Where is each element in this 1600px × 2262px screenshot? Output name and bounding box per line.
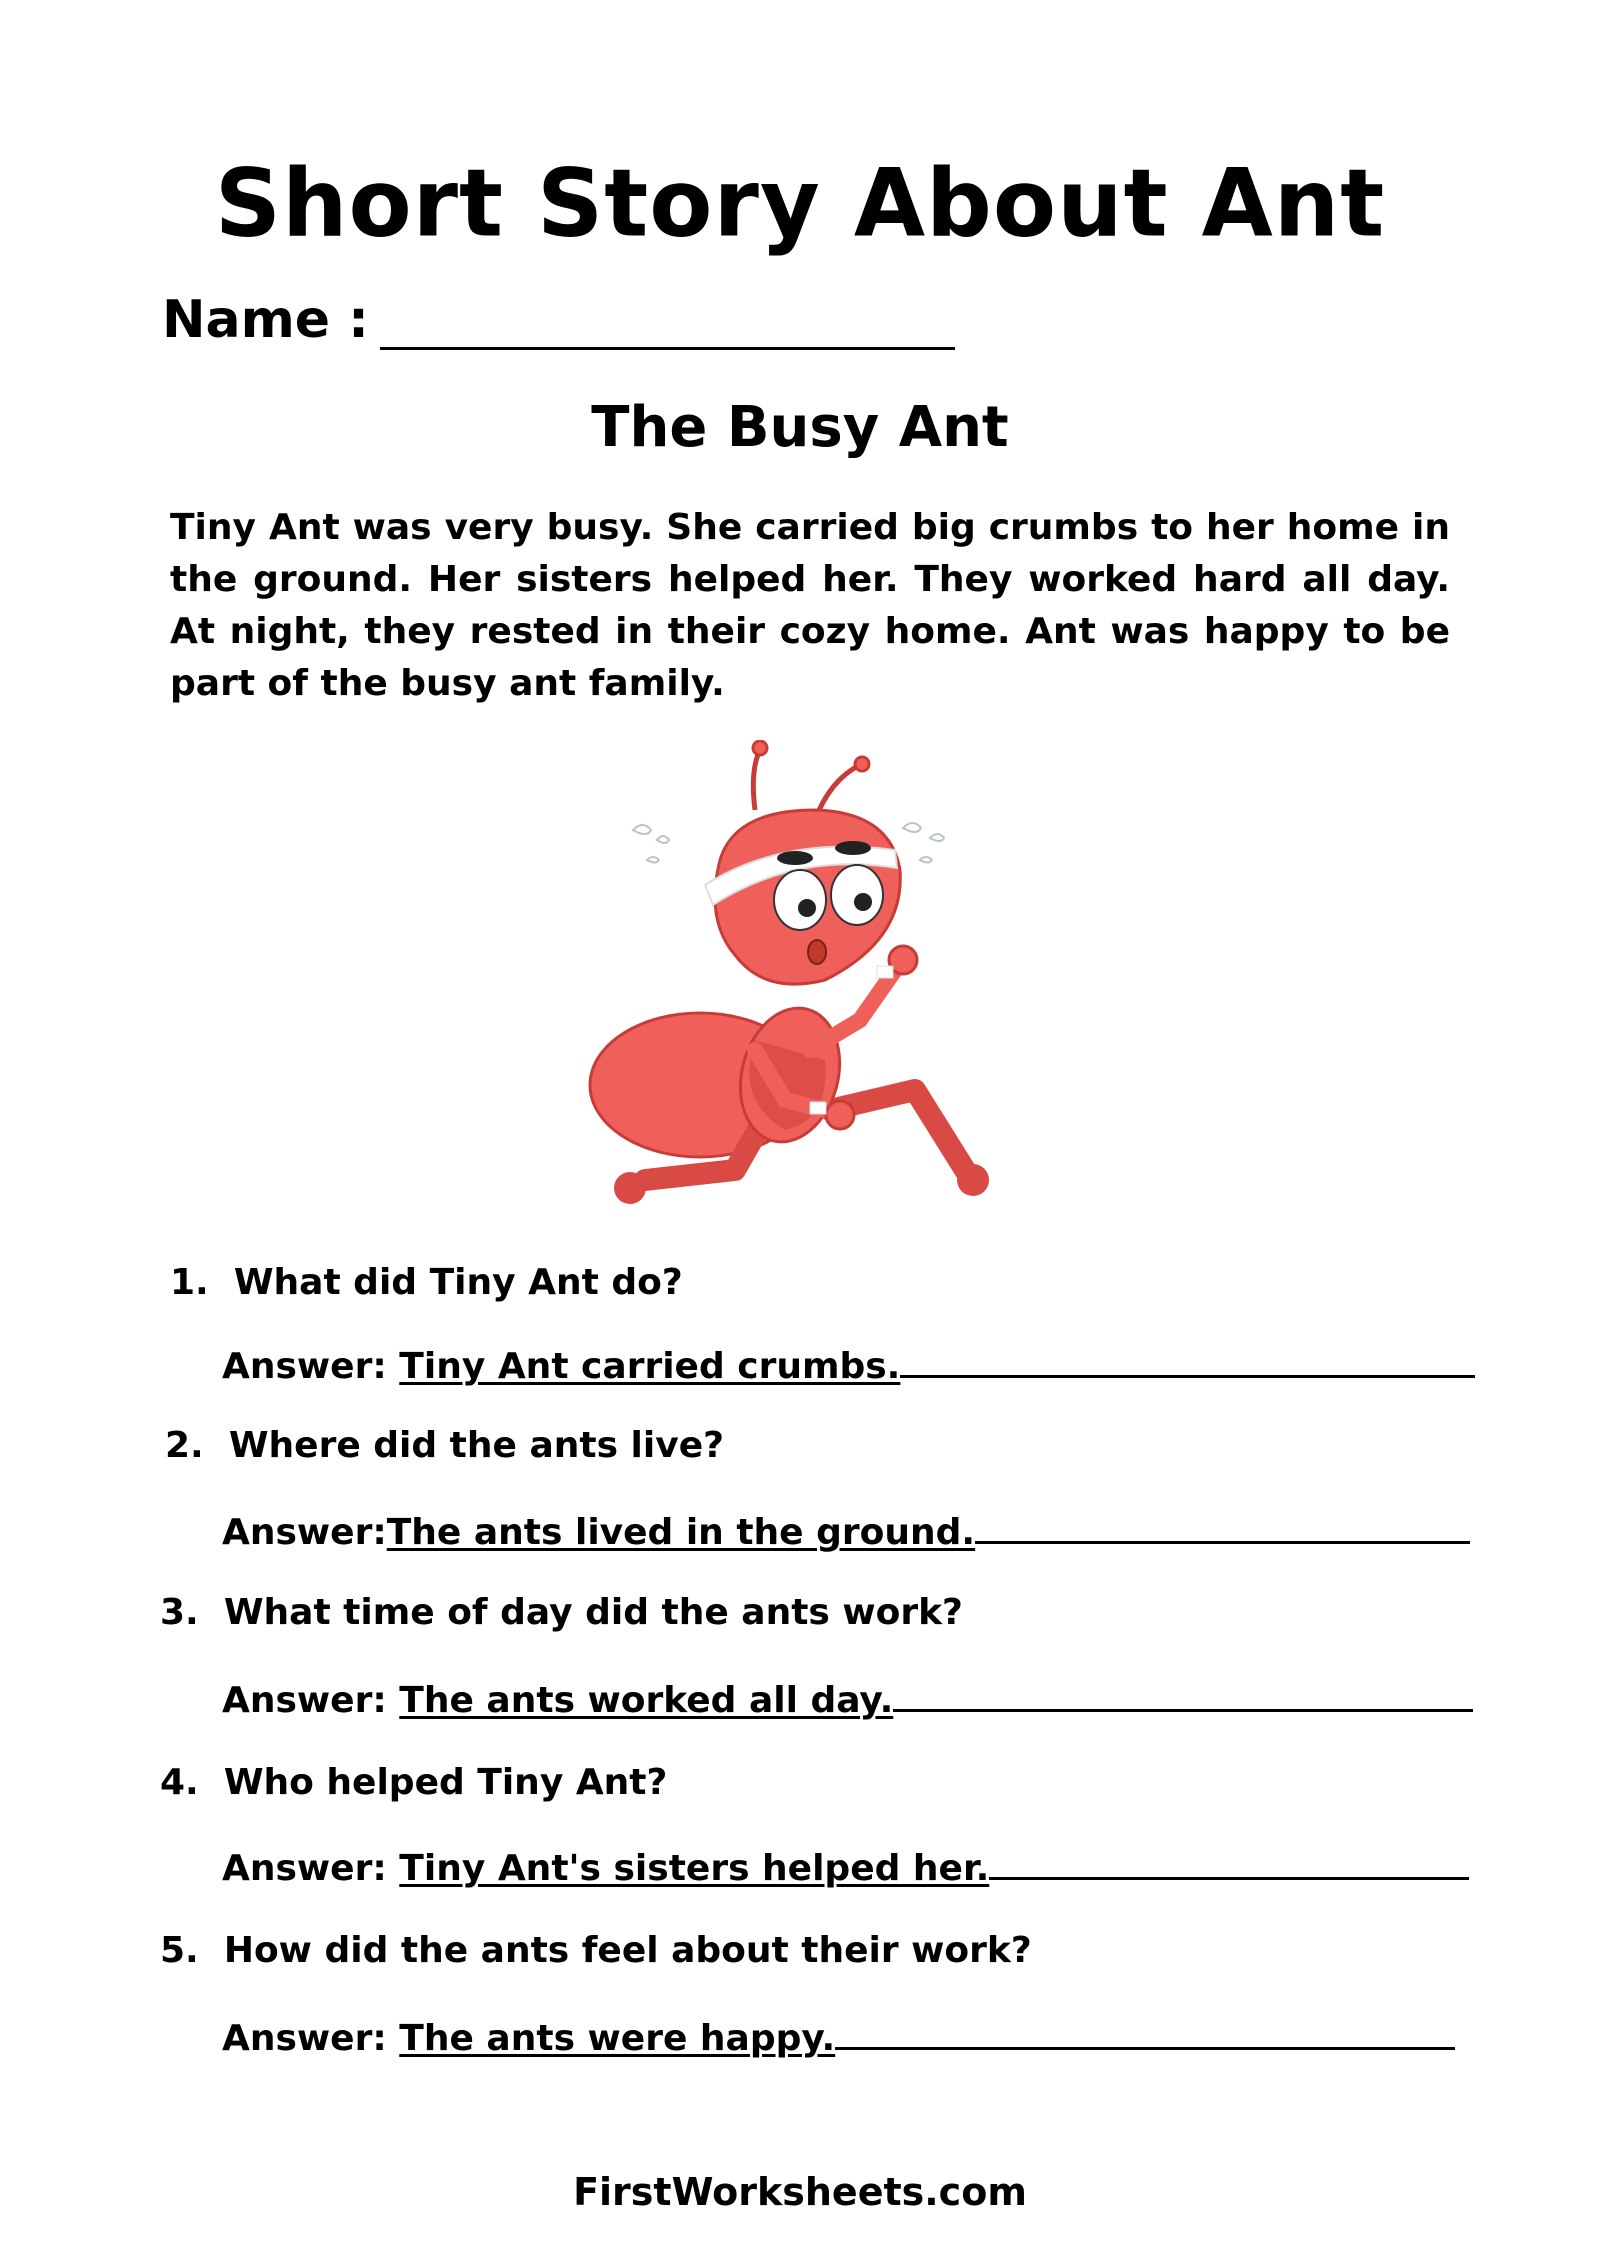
answer-text[interactable]: The ants were happy. xyxy=(399,2018,836,2059)
answer-text[interactable]: Tiny Ant's sisters helped her. xyxy=(399,1848,990,1889)
question-text: What time of day did the ants work? xyxy=(223,1592,963,1633)
answer-5[interactable] xyxy=(222,2018,1455,2059)
worksheet-title: Short Story About Ant xyxy=(214,148,1386,259)
name-input-line[interactable] xyxy=(380,347,955,350)
question-text: What did Tiny Ant do? xyxy=(233,1262,683,1303)
question-4 xyxy=(160,1762,667,1803)
name-label: Name : xyxy=(162,290,369,350)
question-text: How did the ants feel about their work? xyxy=(223,1930,1032,1971)
answer-label: Answer: xyxy=(222,1512,387,1553)
question-3 xyxy=(160,1592,963,1633)
ant-illustration xyxy=(585,740,1005,1220)
question-text: Who helped Tiny Ant? xyxy=(223,1762,668,1803)
answer-line[interactable] xyxy=(989,1876,1469,1880)
question-number: 1. xyxy=(170,1262,209,1303)
answer-1[interactable] xyxy=(222,1346,1475,1387)
question-number: 2. xyxy=(165,1425,204,1466)
footer-site[interactable]: FirstWorksheets.com xyxy=(573,2170,1027,2214)
answer-line[interactable] xyxy=(975,1540,1470,1544)
answer-text[interactable]: The ants lived in the ground. xyxy=(386,1512,976,1553)
question-2 xyxy=(165,1425,724,1466)
answer-label: Answer: xyxy=(222,2018,387,2059)
question-text: Where did the ants live? xyxy=(228,1425,725,1466)
question-number: 3. xyxy=(160,1592,199,1633)
answer-text[interactable]: The ants worked all day. xyxy=(399,1680,894,1721)
story-paragraph: Tiny Ant was very busy. She carried big crumbs to her home in the ground. Her sisters helped her. They worked hard all day. At night, they rested in their cozy home. Ant was happy to be part of the busy ant family. xyxy=(170,507,1450,704)
story-title: The Busy Ant xyxy=(591,395,1009,460)
answer-line[interactable] xyxy=(835,2046,1455,2050)
question-number: 4. xyxy=(160,1762,199,1803)
answer-label: Answer: xyxy=(222,1680,387,1721)
answer-label: Answer: xyxy=(222,1848,387,1889)
question-number: 5. xyxy=(160,1930,199,1971)
question-5 xyxy=(160,1930,1032,1971)
answer-label: Answer: xyxy=(222,1346,387,1387)
answer-2[interactable] xyxy=(222,1512,1470,1553)
answer-text[interactable]: Tiny Ant carried crumbs. xyxy=(399,1346,901,1387)
answer-line[interactable] xyxy=(900,1374,1475,1378)
answer-line[interactable] xyxy=(893,1708,1473,1712)
answer-4[interactable] xyxy=(222,1848,1469,1889)
question-1 xyxy=(170,1262,683,1303)
answer-3[interactable] xyxy=(222,1680,1473,1721)
